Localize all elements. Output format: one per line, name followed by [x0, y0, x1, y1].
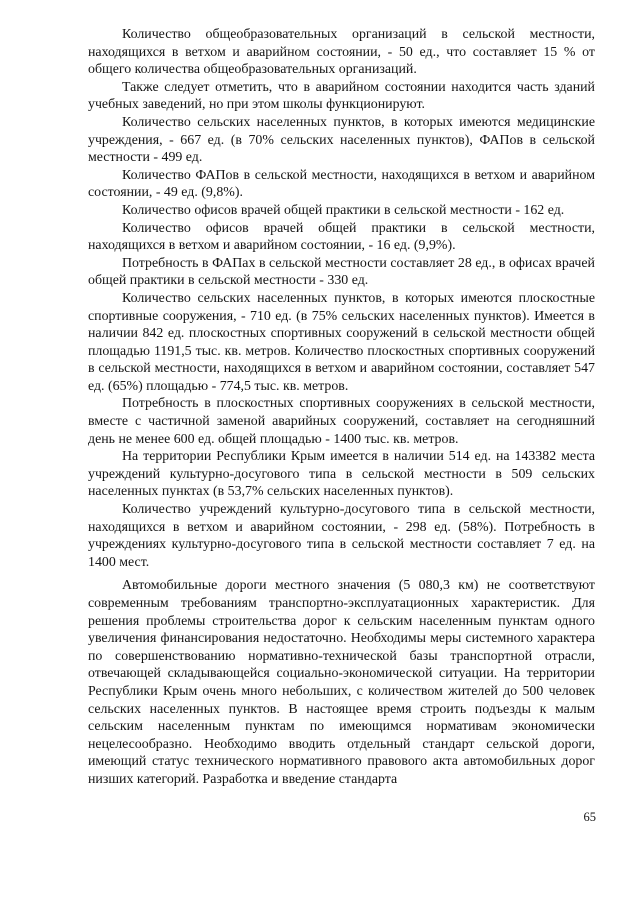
body-text: [88, 26, 595, 789]
paragraph-cultural-dilapidated: Количество учреждений культурно-досугового типа в сельской местности, находящихся в ветхом и аварийном состоянии, - 298 ед. (58%). Потребность в учреждениях культурно-досугового типа в сельской местности составляет 7 ед. на 1400 мест.: [88, 502, 595, 570]
paragraph-cultural-institutions: На территории Республики Крым имеется в наличии 514 ед. на 143382 места учреждений культурно-досугового типа в сельской местности в 509 сельских населенных пунктах (в 53,7% сельских населенных пунктов).: [88, 449, 595, 500]
paragraph-gp-offices-dilapidated: Количество офисов врачей общей практики в сельской местности, находящихся в ветхом и аварийном состоянии, - 16 ед. (9,9%).: [88, 220, 595, 254]
paragraph-schools-dilapidated: Количество общеобразовательных организаций в сельской местности, находящихся в ветхом и аварийном состоянии, - 50 ед., что составляет 15 % от общего количества общеобразовательных организаций.: [88, 27, 595, 78]
paragraph-schools-operating: Также следует отметить, что в аварийном состоянии находится часть зданий учебных заведений, но при этом школы функционируют.: [88, 79, 595, 113]
paragraph-medical-needs: Потребность в ФАПах в сельской местности составляет 28 ед., в офисах врачей общей практики в сельской местности - 330 ед.: [88, 255, 595, 289]
paragraph-gp-offices: Количество офисов врачей общей практики в сельской местности - 162 ед.: [122, 202, 565, 218]
paragraph-local-roads: Автомобильные дороги местного значения (5 080,3 км) не соответствуют современным требованиям транспортно-эксплуатационных характеристик. Для решения проблемы строительства дорог к сельским населенным пунктам одного увеличения финансирования недостаточно. Необходимы меры системного характера по совершенствованию нормативно-технической базы транспортной отрасли, отвечающей складывающейся социально-экономической ситуации. На территории Республики Крым очень много небольших, с количеством жителей до 500 человек сельских населенных пунктов. В настоящее время строить подъезды к малым сельским населенным пунктам по имеющимся нормативам экономически нецелесообразно. Необходимо вводить отдельный стандарт сельской дороги, имеющий статус технического нормативного правового акта автомобильных дорог низших категорий. Разработка и введение стандарта: [88, 578, 595, 787]
paragraph-sports-needs: Потребность в плоскостных спортивных сооружениях в сельской местности, вместе с частичной заменой аварийных сооружений, составляет на сегодняшний день не менее 600 ед. общей площадью - 1400 тыс. кв. метров.: [88, 396, 595, 447]
paragraph-fap-dilapidated: Количество ФАПов в сельской местности, находящихся в ветхом и аварийном состоянии, - 49 ед. (9,8%).: [88, 167, 595, 201]
paragraph-medical-institutions: Количество сельских населенных пунктов, в которых имеются медицинские учреждения, - 667 ед. (в 70% сельских населенных пунктов), ФАПов в сельской местности - 499 ед.: [88, 114, 595, 166]
paragraph-sports-facilities: Количество сельских населенных пунктов, в которых имеются плоскостные спортивные сооружения, - 710 ед. (в 75% сельских населенных пунктов). Имеется в наличии 842 ед. плоскостных спортивных сооружений в сельской местности общей площадью 1191,5 тыс. кв. метров. Количество плоскостных спортивных сооружений в сельской местности, находящихся в ветхом и аварийном состоянии, составляет 547 ед. (65%) площадью - 774,5 тыс. кв. метров.: [88, 290, 595, 394]
page-number: 65: [583, 810, 596, 824]
